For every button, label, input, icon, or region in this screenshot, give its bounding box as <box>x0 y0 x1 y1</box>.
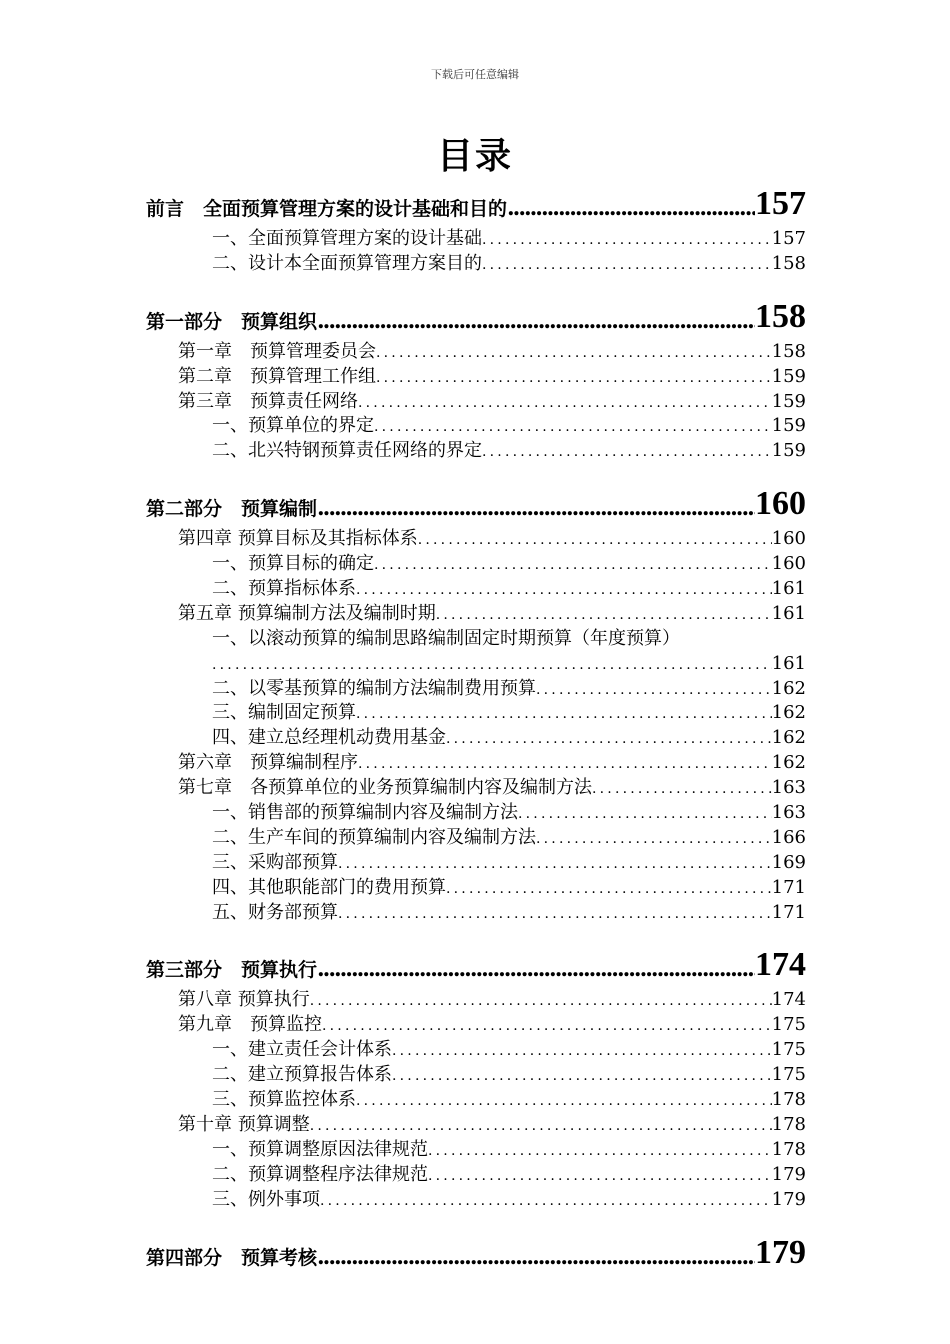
toc-entry-label: 一、预算调整原因法律规范 <box>212 1138 428 1160</box>
toc-entry-row[interactable] <box>146 1163 806 1188</box>
toc-entry-row[interactable] <box>146 1138 806 1163</box>
dot-leader <box>317 308 755 334</box>
toc-page-number: 159 <box>771 415 806 437</box>
dot-leader <box>338 852 772 876</box>
toc-page-number: 171 <box>771 901 806 923</box>
toc-entry-label: 二、北兴特钢预算责任网络的界定 <box>212 440 482 462</box>
toc-entry-label: 一、建立责任会计体系 <box>212 1039 392 1061</box>
toc-entry-label: 一、以滚动预算的编制思路编制固定时期预算（年度预算） <box>212 627 680 649</box>
section-spacer <box>146 277 806 291</box>
toc-entry-row[interactable] <box>146 1013 806 1038</box>
dot-leader <box>536 678 772 702</box>
dot-leader <box>418 528 772 552</box>
toc-page-number: 162 <box>771 727 806 749</box>
toc-page-number: 179 <box>771 1163 806 1185</box>
toc-entry-label: 一、销售部的预算编制内容及编制方法 <box>212 802 518 824</box>
toc-entry-label: 第四部分 预算考核 <box>146 1246 318 1269</box>
toc-page-number: 178 <box>771 1113 806 1135</box>
toc-entry-row[interactable] <box>146 901 806 926</box>
toc-page-number: 179 <box>755 1233 806 1271</box>
dot-leader <box>338 902 772 926</box>
toc-page-number: 161 <box>771 602 806 624</box>
dot-leader <box>592 777 772 801</box>
toc-entry-row[interactable] <box>146 652 806 677</box>
toc-page-number: 175 <box>771 1039 806 1061</box>
toc-part-row[interactable] <box>146 478 806 527</box>
toc-entry-label: 三、编制固定预算 <box>212 702 356 724</box>
toc-entry-label: 三、预算监控体系 <box>212 1089 356 1111</box>
toc-entry-label: 二、建立预算报告体系 <box>212 1064 392 1086</box>
toc-entry-row[interactable] <box>146 252 806 277</box>
toc-entry-label: 第四章 预算目标及其指标体系 <box>178 528 418 550</box>
dot-leader <box>428 1164 772 1188</box>
dot-leader <box>317 1244 755 1270</box>
page-title: 目录 <box>436 136 513 177</box>
toc-page-number: 169 <box>771 851 806 873</box>
toc-entry-row[interactable] <box>146 776 806 801</box>
toc-entry-row[interactable] <box>146 1088 806 1113</box>
toc-entry-row[interactable] <box>146 876 806 901</box>
toc-page-number: 175 <box>771 1064 806 1086</box>
toc-part-row[interactable] <box>146 939 806 988</box>
toc-page-number: 166 <box>771 826 806 848</box>
toc-entry-label: 一、全面预算管理方案的设计基础 <box>212 228 482 249</box>
dot-leader <box>322 1014 772 1038</box>
toc-entry-row[interactable] <box>146 1113 806 1138</box>
table-of-contents <box>146 178 806 1276</box>
dot-leader <box>446 877 772 901</box>
toc-page-number: 162 <box>771 702 806 724</box>
dot-leader <box>356 1089 772 1113</box>
dot-leader <box>376 341 772 365</box>
toc-entry-label: 第七章 各预算单位的业务预算编制内容及编制方法 <box>178 777 592 799</box>
toc-entry-label: 四、建立总经理机动费用基金 <box>212 727 446 749</box>
toc-entry-row[interactable] <box>146 527 806 552</box>
toc-page-number: 163 <box>771 802 806 824</box>
dot-leader <box>356 578 772 602</box>
toc-entry-row[interactable] <box>146 1063 806 1088</box>
toc-entry-row[interactable] <box>146 390 806 415</box>
toc-page-number: 178 <box>771 1089 806 1111</box>
dot-leader <box>317 495 755 521</box>
toc-page-number: 174 <box>755 946 806 984</box>
toc-page-number: 162 <box>771 752 806 774</box>
section-spacer <box>146 464 806 478</box>
toc-entry-row[interactable] <box>146 1038 806 1063</box>
dot-leader <box>482 228 772 252</box>
dot-leader <box>482 440 772 464</box>
toc-entry-label: 第十章 预算调整 <box>178 1113 310 1135</box>
toc-page-number: 157 <box>771 228 806 249</box>
toc-entry-label: 二、预算指标体系 <box>212 578 356 600</box>
toc-entry-row[interactable] <box>146 1188 806 1213</box>
toc-entry-label: 第三章 预算责任网络 <box>178 390 358 412</box>
dot-leader <box>436 603 772 627</box>
toc-entry-label: 三、例外事项 <box>212 1188 320 1210</box>
toc-entry-label: 二、以零基预算的编制方法编制费用预算 <box>212 677 536 699</box>
toc-entry-label: 前言 全面预算管理方案的设计基础和目的 <box>146 198 508 220</box>
toc-entry-row[interactable] <box>146 701 806 726</box>
toc-page-number: 159 <box>771 365 806 387</box>
toc-page-number: 161 <box>771 652 806 674</box>
toc-entry-label: 第六章 预算编制程序 <box>178 752 358 774</box>
dot-leader <box>446 727 772 751</box>
toc-part-row[interactable] <box>146 1227 806 1276</box>
toc-entry-label: 第八章 预算执行 <box>178 989 310 1011</box>
toc-page-number: 159 <box>771 390 806 412</box>
dot-leader <box>392 1064 772 1088</box>
dot-leader <box>507 195 755 221</box>
toc-entry-row[interactable] <box>146 851 806 876</box>
toc-entry-label: 五、财务部预算 <box>212 901 338 923</box>
toc-entry-label: 四、其他职能部门的费用预算 <box>212 876 446 898</box>
dot-leader <box>374 553 772 577</box>
toc-entry-row[interactable] <box>146 577 806 602</box>
dot-leader <box>212 653 772 677</box>
dot-leader <box>320 1189 772 1213</box>
toc-entry-label: 第一部分 预算组织 <box>146 310 318 333</box>
dot-leader <box>310 1114 772 1138</box>
dot-leader <box>374 415 772 439</box>
toc-entry-row[interactable] <box>146 826 806 851</box>
toc-entry-label: 二、设计本全面预算管理方案目的 <box>212 252 482 274</box>
toc-page-number: 158 <box>771 340 806 362</box>
toc-entry-label: 三、采购部预算 <box>212 851 338 873</box>
section-spacer <box>146 925 806 939</box>
dot-leader <box>428 1139 772 1163</box>
toc-page-number: 178 <box>771 1138 806 1160</box>
toc-entry-label: 一、预算单位的界定 <box>212 415 374 437</box>
toc-page-number: 163 <box>771 777 806 799</box>
toc-entry-label: 第三部分 预算执行 <box>146 959 318 982</box>
toc-entry-row-wrapped[interactable] <box>146 627 806 652</box>
toc-entry-row[interactable] <box>146 439 806 464</box>
toc-entry-label: 第二部分 预算编制 <box>146 498 318 521</box>
dot-leader <box>356 702 772 726</box>
toc-entry-label: 第五章 预算编制方法及编制时期 <box>178 602 436 624</box>
toc-entry-row[interactable] <box>146 801 806 826</box>
toc-part-row[interactable] <box>146 291 806 340</box>
dot-leader <box>358 391 772 415</box>
dot-leader <box>376 366 772 390</box>
toc-page-number: 158 <box>771 252 806 274</box>
toc-entry-row[interactable] <box>146 602 806 627</box>
toc-page-number: 159 <box>771 440 806 462</box>
toc-part-row[interactable] <box>146 178 806 227</box>
dot-leader <box>392 1039 772 1063</box>
dot-leader <box>536 827 772 851</box>
toc-page-number: 157 <box>755 185 806 222</box>
toc-page-number: 175 <box>771 1014 806 1036</box>
toc-page-number: 158 <box>755 297 806 335</box>
dot-leader <box>317 956 755 982</box>
dot-leader <box>358 752 772 776</box>
toc-page-number: 162 <box>771 677 806 699</box>
toc-entry-row[interactable] <box>146 227 806 252</box>
toc-entry-label: 二、预算调整程序法律规范 <box>212 1163 428 1185</box>
header-note: 下载后可任意编辑 <box>431 68 519 81</box>
toc-entry-row[interactable] <box>146 726 806 751</box>
toc-page-number: 160 <box>755 485 806 523</box>
toc-entry-label: 第二章 预算管理工作组 <box>178 365 376 387</box>
toc-page-number: 161 <box>771 578 806 600</box>
dot-leader <box>310 989 772 1013</box>
toc-entry-row[interactable] <box>146 988 806 1013</box>
toc-entry-label: 第九章 预算监控 <box>178 1014 322 1036</box>
toc-page-number: 160 <box>771 553 806 575</box>
toc-page-number: 171 <box>771 876 806 898</box>
toc-entry-row[interactable] <box>146 751 806 776</box>
dot-leader <box>482 253 772 277</box>
toc-entry-row[interactable] <box>146 552 806 577</box>
toc-page-number: 174 <box>771 989 806 1011</box>
toc-page-number: 160 <box>771 528 806 550</box>
dot-leader <box>518 802 772 826</box>
toc-entry-label: 第一章 预算管理委员会 <box>178 340 376 362</box>
toc-entry-label: 一、预算目标的确定 <box>212 553 374 575</box>
toc-page-number: 179 <box>771 1188 806 1210</box>
toc-entry-row[interactable] <box>146 365 806 390</box>
toc-entry-row[interactable] <box>146 677 806 702</box>
toc-entry-row[interactable] <box>146 340 806 365</box>
toc-entry-label: 二、生产车间的预算编制内容及编制方法 <box>212 826 536 848</box>
section-spacer <box>146 1213 806 1227</box>
toc-entry-row[interactable] <box>146 414 806 439</box>
